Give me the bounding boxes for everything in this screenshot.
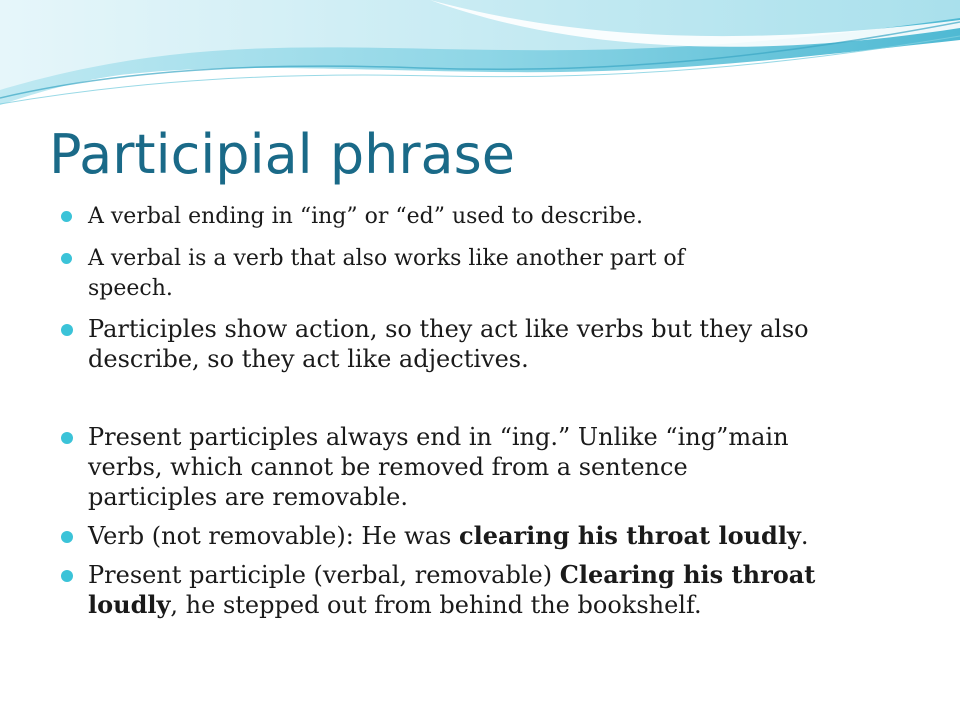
bullet-item: [88, 314, 809, 374]
bullet-item: [88, 422, 789, 512]
bullet-text: Verb (not removable): He was: [88, 522, 459, 550]
bullet-item: [88, 202, 643, 232]
bullet-text: A verbal is a verb that also works like another part of: [88, 246, 685, 271]
bullet-item: [88, 560, 815, 620]
bullet-text: describe, so they act like adjectives.: [88, 345, 529, 373]
bullet-text: .: [800, 522, 809, 550]
bullet-text: A verbal ending in “ing” or “ed” used to describe.: [88, 204, 643, 229]
bullet-text: Present participles always end in “ing.” Unlike “ing”main: [88, 423, 789, 451]
bullet-item: [88, 244, 685, 304]
bullet-text: Participles show action, so they act like verbs but they also: [88, 315, 809, 343]
bullet-text: participles are removable.: [88, 483, 409, 511]
bold-phrase: loudly: [88, 590, 171, 619]
bold-phrase: Clearing his throat: [559, 560, 816, 589]
bullet-text: Present participle (verbal, removable): [88, 561, 560, 589]
bullet-text: verbs, which cannot be removed from a sentence: [88, 453, 688, 481]
bold-phrase: clearing his throat loudly: [458, 521, 801, 550]
header-wave-decoration: [0, 0, 960, 110]
bullet-text: , he stepped out from behind the bookshelf.: [170, 591, 702, 619]
slide-title: Participial phrase: [49, 123, 515, 186]
bullet-item: [88, 521, 809, 551]
bullet-text: speech.: [88, 276, 173, 301]
